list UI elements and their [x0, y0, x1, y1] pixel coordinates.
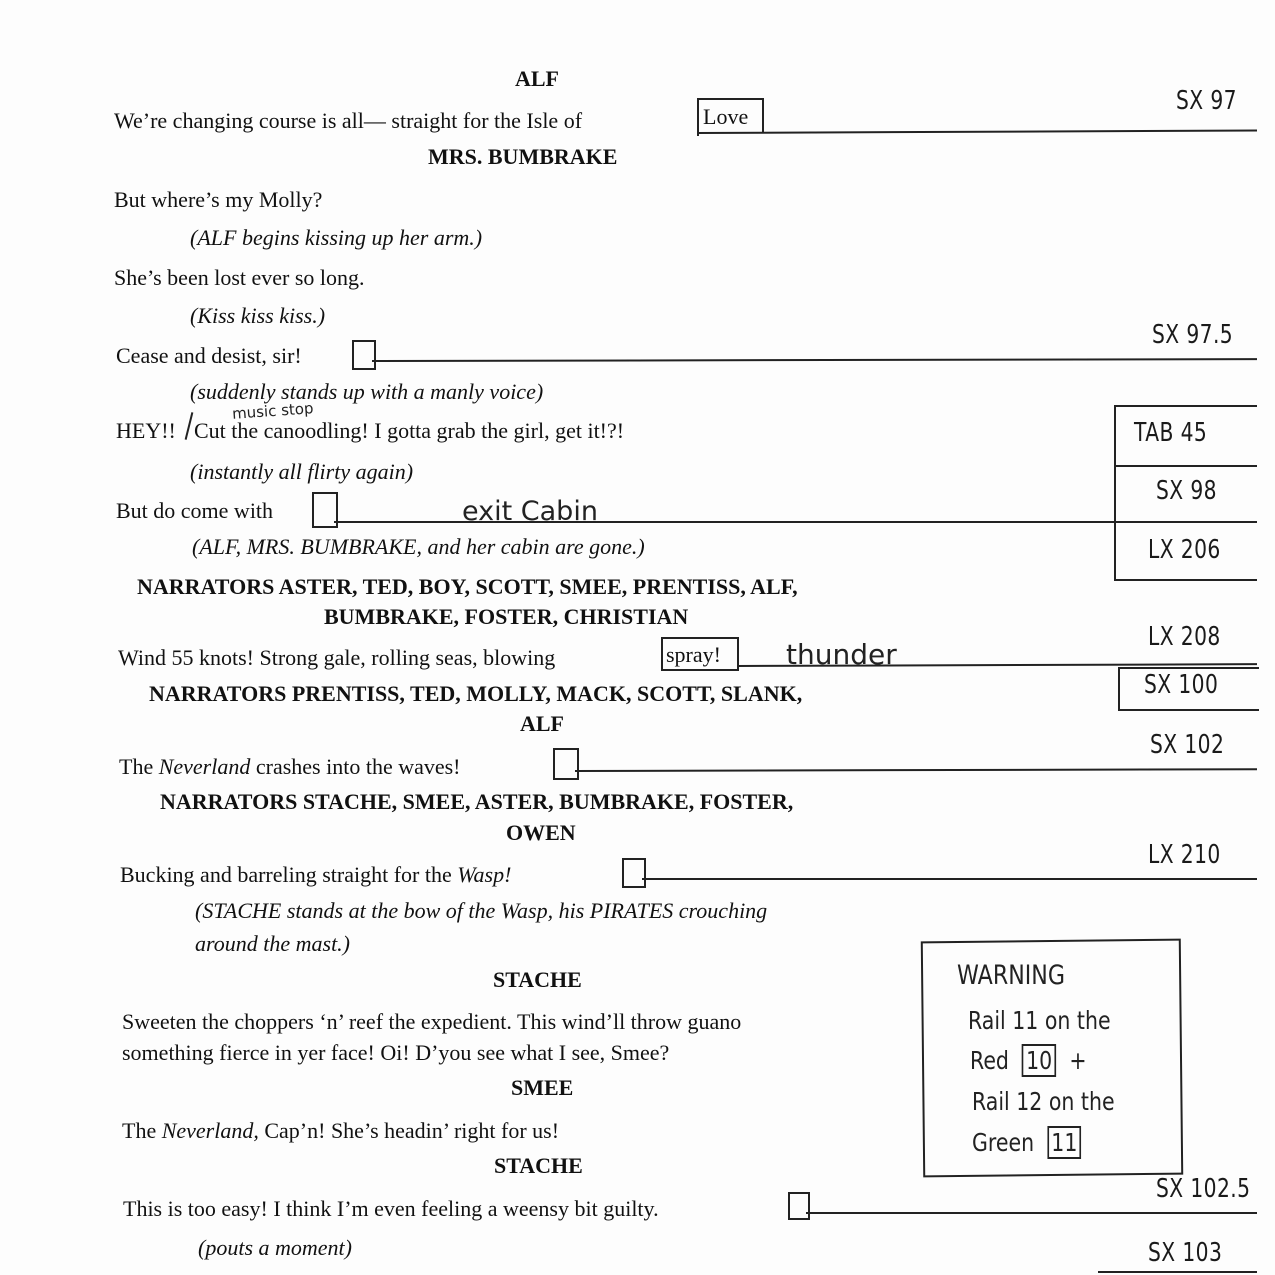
- warning-line: Rail 12 on the: [972, 1087, 1115, 1116]
- stage-direction: (Kiss kiss kiss.): [190, 303, 326, 328]
- character-name-narrators: BUMBRAKE, FOSTER, CHRISTIAN: [324, 604, 689, 629]
- cue-bracket-right: [762, 98, 764, 132]
- cue-marker-box: [352, 340, 376, 370]
- cue-sx98: SX 98: [1156, 476, 1217, 506]
- dialogue-line: She’s been lost ever so long.: [114, 265, 365, 290]
- cue-sx97: SX 97: [1176, 86, 1237, 116]
- boxed-number: 10: [1022, 1044, 1056, 1077]
- dialogue-line: The Neverland crashes into the waves!: [119, 754, 461, 779]
- warning-line: Green 11: [972, 1128, 1081, 1157]
- stage-direction: around the mast.): [195, 931, 351, 956]
- dialogue-line: HEY!!: [116, 418, 176, 443]
- dialogue-line: Cease and desist, sir!: [116, 343, 302, 368]
- character-name-narrators: ALF: [520, 711, 564, 736]
- cue-marker-box: [622, 858, 646, 888]
- cue-line-sx98: [334, 521, 1257, 523]
- handwritten-exit-cabin: exit Cabin: [462, 496, 598, 527]
- handwritten-music-stop: music stop: [231, 399, 315, 423]
- stage-direction: (pouts a moment): [198, 1235, 352, 1260]
- cue-sx1025: SX 102.5: [1156, 1174, 1251, 1204]
- cue-lx210: LX 210: [1148, 840, 1221, 870]
- dialogue-line: something fierce in yer face! Oi! D’you see what I see, Smee?: [122, 1040, 670, 1065]
- cue-line-sx103: [1098, 1271, 1257, 1273]
- cue-bracket-top: [697, 98, 762, 100]
- character-name-narrators: NARRATORS ASTER, TED, BOY, SCOTT, SMEE, PRENTISS, ALF,: [137, 574, 798, 599]
- boxed-word-love: Love: [703, 104, 749, 129]
- cue-sx102: SX 102: [1150, 730, 1225, 760]
- cue-sx100: SX 100: [1144, 670, 1219, 700]
- dialogue-line: Cut the canoodling! I gotta grab the girl, get it!?!: [194, 418, 625, 443]
- cue-column-divider: [1114, 465, 1257, 467]
- stage-direction: (ALF, MRS. BUMBRAKE, and her cabin are gone.): [192, 534, 645, 559]
- dialogue-line: Wind 55 knots! Strong gale, rolling seas, blowing: [118, 645, 556, 670]
- dialogue-line: But where’s my Molly?: [114, 187, 323, 212]
- cue-lx208: LX 208: [1148, 622, 1221, 652]
- cue-line-lx210: [642, 878, 1257, 880]
- stage-direction: (STACHE stands at the bow of the Wasp, his PIRATES crouching: [195, 898, 768, 923]
- cue-sx975: SX 97.5: [1152, 320, 1234, 350]
- cue-tab45: TAB 45: [1134, 418, 1208, 448]
- character-name-bumbrake: MRS. BUMBRAKE: [428, 144, 618, 169]
- dialogue-line: Bucking and barreling straight for the Wasp!: [120, 862, 512, 887]
- handwritten-thunder: thunder: [786, 638, 897, 671]
- ship-name: Neverland,: [161, 1118, 259, 1143]
- dialogue-line: Sweeten the choppers ‘n’ reef the expedient. This wind’ll throw guano: [122, 1009, 742, 1034]
- cue-column-top: [1114, 405, 1257, 407]
- dialogue-line: This is too easy! I think I’m even feeling a weensy bit guilty.: [123, 1196, 659, 1221]
- character-name-smee: SMEE: [511, 1075, 574, 1100]
- character-name-alf: ALF: [515, 66, 559, 91]
- cue-line-sx975: [372, 358, 1257, 362]
- cut-mark: [185, 412, 194, 440]
- character-name-stache: STACHE: [494, 1153, 583, 1178]
- character-name-stache: STACHE: [493, 967, 582, 992]
- cue-line-sx97: [697, 130, 1257, 134]
- character-name-narrators: NARRATORS STACHE, SMEE, ASTER, BUMBRAKE, FOSTER,: [160, 789, 794, 814]
- cue-bracket-left: [697, 98, 699, 136]
- cue-column-border: [1114, 405, 1116, 580]
- dialogue-line: We’re changing course is all— straight for the Isle of: [114, 108, 583, 133]
- boxed-number: 11: [1047, 1126, 1081, 1159]
- warning-line: Red 10 +: [970, 1046, 1087, 1075]
- stage-direction: (suddenly stands up with a manly voice): [190, 379, 544, 404]
- warning-line: Rail 11 on the: [968, 1006, 1111, 1035]
- cue-marker-box: [553, 748, 579, 780]
- stage-direction: (instantly all flirty again): [190, 459, 414, 484]
- dialogue-line: But do come with: [116, 498, 274, 523]
- cue-marker-box: [788, 1192, 810, 1220]
- cue-sx103: SX 103: [1148, 1238, 1223, 1268]
- cue-line-sx1025: [806, 1212, 1257, 1214]
- stage-direction: (ALF begins kissing up her arm.): [190, 225, 483, 250]
- boxed-word-spray: spray!: [666, 642, 721, 667]
- cue-line-sx102: [575, 768, 1257, 772]
- dialogue-line: The Neverland, Cap’n! She’s headin’ right for us!: [122, 1118, 560, 1143]
- ship-name: Wasp!: [457, 862, 512, 887]
- cue-lx206: LX 206: [1148, 535, 1221, 565]
- character-name-narrators: NARRATORS PRENTISS, TED, MOLLY, MACK, SCOTT, SLANK,: [149, 681, 803, 706]
- cue-column-bottom: [1114, 579, 1257, 581]
- ship-name: Neverland: [158, 754, 251, 779]
- warning-title: WARNING: [957, 960, 1066, 991]
- character-name-narrators: OWEN: [506, 820, 576, 845]
